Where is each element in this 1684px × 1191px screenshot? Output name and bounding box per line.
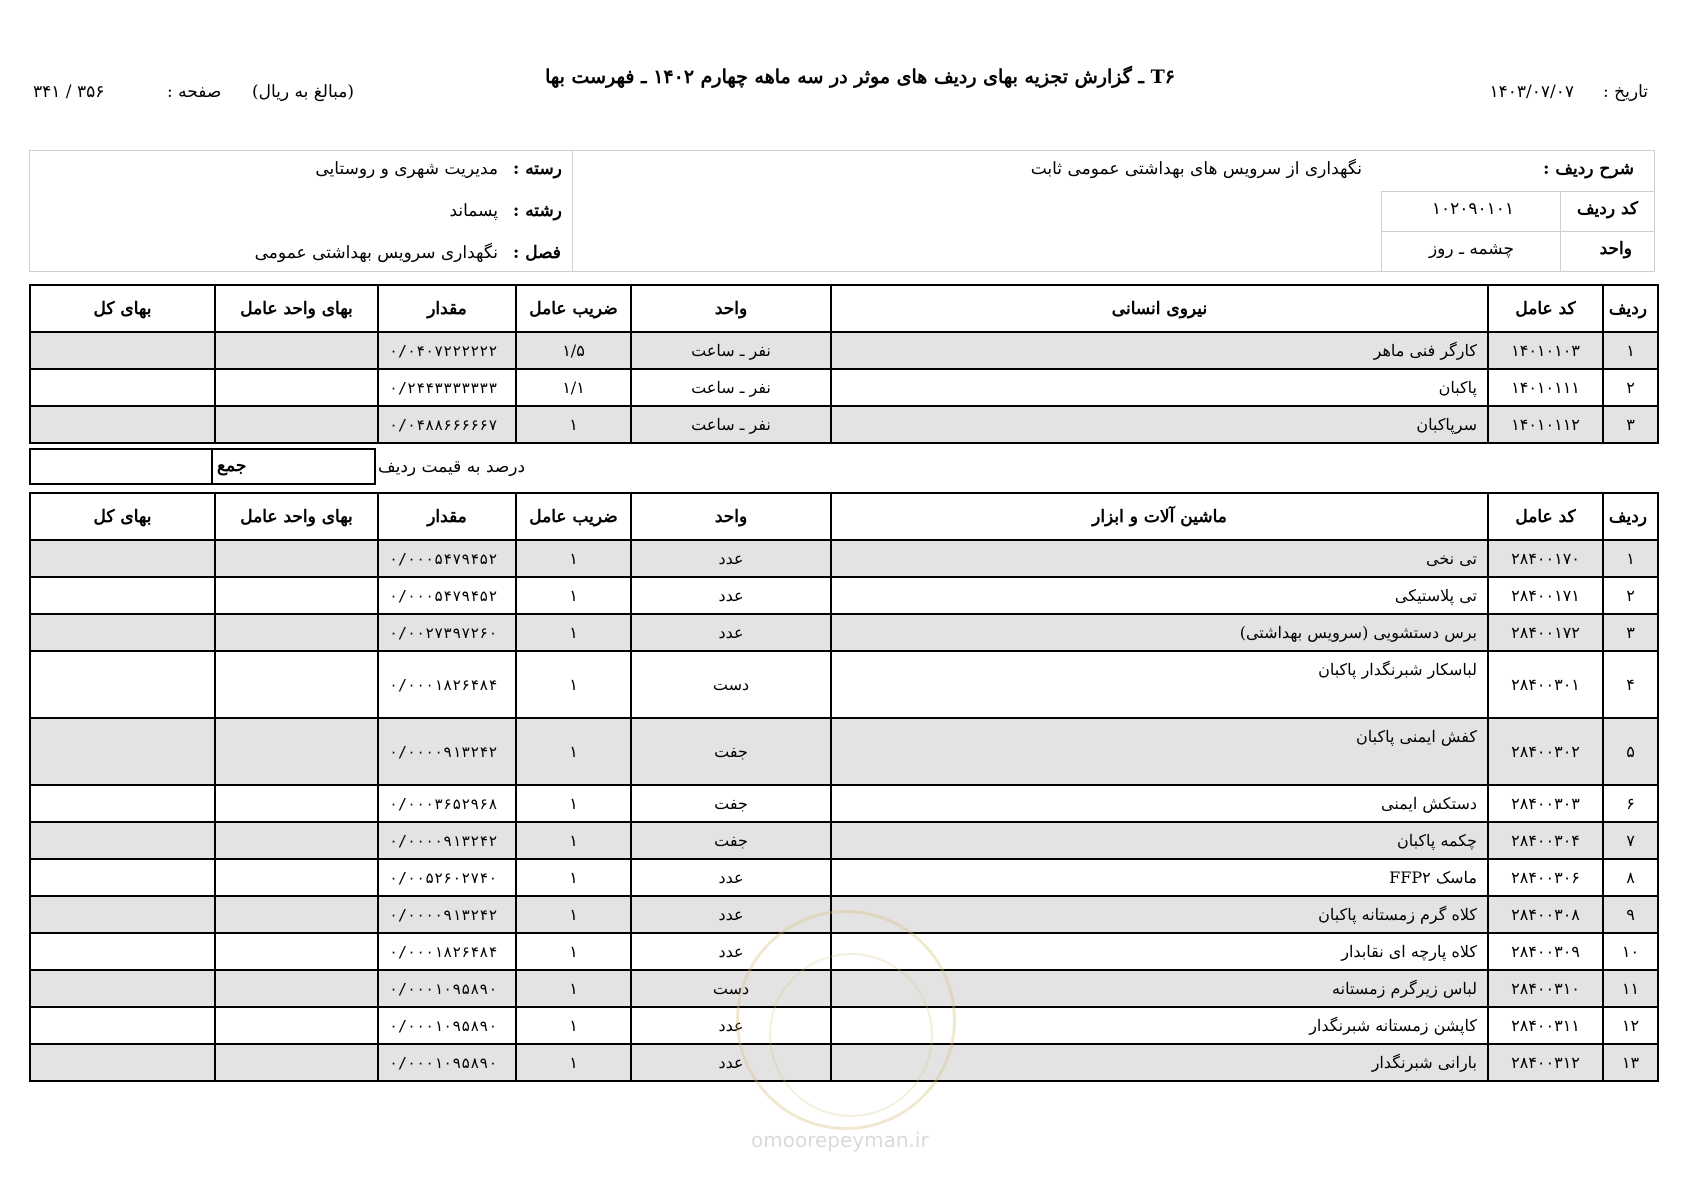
factor-code: ۲۸۴۰۰۱۷۰ bbox=[1488, 540, 1603, 577]
unit-price bbox=[215, 369, 378, 406]
total-price bbox=[30, 406, 215, 443]
factor-code: ۲۸۴۰۰۱۷۱ bbox=[1488, 577, 1603, 614]
unit-price bbox=[215, 859, 378, 896]
factor-quantity: ۰/۰۰۰۰۹۱۳۲۴۲ bbox=[378, 822, 516, 859]
page-title: T۶ ـ گزارش تجزیه بهای ردیف های موثر در سه ماهه چهارم ۱۴۰۲ ـ فهرست بها bbox=[545, 66, 1175, 88]
factor-coefficient: ۱/۱ bbox=[516, 369, 631, 406]
chapter-label: فصل : bbox=[513, 243, 561, 263]
row-number: ۳ bbox=[1603, 406, 1658, 443]
factor-description: دستکش ایمنی bbox=[831, 785, 1488, 822]
labor-rows bbox=[30, 332, 1658, 443]
factor-code: ۲۸۴۰۰۳۰۹ bbox=[1488, 933, 1603, 970]
row-info-box bbox=[29, 150, 1655, 272]
factor-quantity: ۰/۰۰۰۱۰۹۵۸۹۰ bbox=[378, 1007, 516, 1044]
date-value: ۱۴۰۳/۰۷/۰۷ bbox=[1489, 82, 1574, 102]
col-unit-price: بهای واحد عامل bbox=[215, 493, 378, 540]
factor-description: لباسکار شبرنگدار پاکبان bbox=[831, 651, 1488, 718]
factor-description: لباس زیرگرم زمستانه bbox=[831, 970, 1488, 1007]
factor-coefficient: ۱ bbox=[516, 1044, 631, 1081]
factor-quantity: ۰/۰۰۰۱۸۲۶۴۸۴ bbox=[378, 651, 516, 718]
factor-description: تی نخی bbox=[831, 540, 1488, 577]
row-number: ۸ bbox=[1603, 859, 1658, 896]
sum-label: جمع bbox=[217, 456, 247, 476]
factor-unit: عدد bbox=[631, 859, 831, 896]
factor-code: ۱۴۰۱۰۱۱۲ bbox=[1488, 406, 1603, 443]
total-price bbox=[30, 369, 215, 406]
labor-table bbox=[29, 284, 1659, 444]
unit-price bbox=[215, 970, 378, 1007]
factor-quantity: ۰/۰۰۰۰۹۱۳۲۴۲ bbox=[378, 718, 516, 785]
unit-label: واحد bbox=[1599, 239, 1632, 259]
chapter-value: نگهداری سرویس بهداشتی عمومی bbox=[254, 243, 498, 263]
table-row bbox=[30, 540, 1658, 577]
factor-quantity: ۰/۰۰۰۵۴۷۹۴۵۲ bbox=[378, 540, 516, 577]
total-price bbox=[30, 614, 215, 651]
row-number: ۶ bbox=[1603, 785, 1658, 822]
machines-header-row bbox=[30, 493, 1658, 540]
col-total-price: بهای کل bbox=[30, 285, 215, 332]
col-total-price: بهای کل bbox=[30, 493, 215, 540]
total-price bbox=[30, 332, 215, 369]
col-coefficient: ضریب عامل bbox=[516, 285, 631, 332]
col-quantity: مقدار bbox=[378, 493, 516, 540]
factor-quantity: ۰/۰۰۰۱۰۹۵۸۹۰ bbox=[378, 1044, 516, 1081]
unit-price bbox=[215, 651, 378, 718]
row-number: ۲ bbox=[1603, 577, 1658, 614]
factor-quantity: ۰/۰۴۸۸۶۶۶۶۶۷ bbox=[378, 406, 516, 443]
row-number: ۱ bbox=[1603, 332, 1658, 369]
sum-box bbox=[29, 448, 376, 485]
factor-coefficient: ۱ bbox=[516, 1007, 631, 1044]
row-number: ۱۱ bbox=[1603, 970, 1658, 1007]
col-row-no: ردیف bbox=[1603, 493, 1658, 540]
total-price bbox=[30, 896, 215, 933]
table-row bbox=[30, 822, 1658, 859]
factor-quantity: ۰/۰۰۰۱۸۲۶۴۸۴ bbox=[378, 933, 516, 970]
factor-quantity: ۰/۰۰۰۱۰۹۵۸۹۰ bbox=[378, 970, 516, 1007]
row-number: ۲ bbox=[1603, 369, 1658, 406]
table-row bbox=[30, 406, 1658, 443]
factor-code: ۱۴۰۱۰۱۱۱ bbox=[1488, 369, 1603, 406]
unit-price bbox=[215, 822, 378, 859]
table-row bbox=[30, 332, 1658, 369]
table-row bbox=[30, 785, 1658, 822]
factor-unit: عدد bbox=[631, 1044, 831, 1081]
factor-unit: نفر ـ ساعت bbox=[631, 369, 831, 406]
factor-unit: عدد bbox=[631, 896, 831, 933]
factor-coefficient: ۱ bbox=[516, 933, 631, 970]
total-price bbox=[30, 822, 215, 859]
col-unit: واحد bbox=[631, 493, 831, 540]
total-price bbox=[30, 933, 215, 970]
unit-price bbox=[215, 896, 378, 933]
page-label: صفحه : bbox=[167, 82, 222, 102]
factor-unit: جفت bbox=[631, 822, 831, 859]
unit-price bbox=[215, 1007, 378, 1044]
factor-coefficient: ۱ bbox=[516, 577, 631, 614]
factor-coefficient: ۱ bbox=[516, 970, 631, 1007]
factor-coefficient: ۱/۵ bbox=[516, 332, 631, 369]
table-row bbox=[30, 577, 1658, 614]
factor-code: ۱۴۰۱۰۱۰۳ bbox=[1488, 332, 1603, 369]
factor-description: پاکبان bbox=[831, 369, 1488, 406]
date-label: تاریخ : bbox=[1603, 82, 1648, 102]
factor-description: کارگر فنی ماهر bbox=[831, 332, 1488, 369]
row-number: ۱۳ bbox=[1603, 1044, 1658, 1081]
factor-description: تی پلاستیکی bbox=[831, 577, 1488, 614]
factor-unit: جفت bbox=[631, 785, 831, 822]
col-factor-code: کد عامل bbox=[1488, 493, 1603, 540]
row-number: ۵ bbox=[1603, 718, 1658, 785]
row-code-label: کد ردیف bbox=[1576, 199, 1638, 219]
page-number: ۳۵۶ / ۳۴۱ bbox=[33, 82, 105, 102]
factor-description: بارانی شبرنگدار bbox=[831, 1044, 1488, 1081]
col-labor: نیروی انسانی bbox=[831, 285, 1488, 332]
category-label: رسته : bbox=[513, 159, 562, 179]
factor-coefficient: ۱ bbox=[516, 822, 631, 859]
total-price bbox=[30, 577, 215, 614]
col-row-no: ردیف bbox=[1603, 285, 1658, 332]
row-code-value: ۱۰۲۰۹۰۱۰۱ bbox=[1431, 199, 1514, 219]
factor-description: برس دستشویی (سرویس بهداشتی) bbox=[831, 614, 1488, 651]
factor-code: ۲۸۴۰۰۳۰۲ bbox=[1488, 718, 1603, 785]
col-factor-code: کد عامل bbox=[1488, 285, 1603, 332]
unit-price bbox=[215, 933, 378, 970]
row-desc-value: نگهداری از سرویس های بهداشتی عمومی ثابت bbox=[1030, 159, 1362, 179]
table-row bbox=[30, 614, 1658, 651]
factor-unit: دست bbox=[631, 651, 831, 718]
factor-quantity: ۰/۲۴۴۳۳۳۳۳۳۳ bbox=[378, 369, 516, 406]
total-price bbox=[30, 1044, 215, 1081]
factor-coefficient: ۱ bbox=[516, 406, 631, 443]
row-desc-label: شرح ردیف : bbox=[1543, 159, 1634, 179]
factor-coefficient: ۱ bbox=[516, 859, 631, 896]
factor-quantity: ۰/۰۴۰۷۲۲۲۲۲۲ bbox=[378, 332, 516, 369]
total-price bbox=[30, 651, 215, 718]
factor-coefficient: ۱ bbox=[516, 718, 631, 785]
table-row bbox=[30, 369, 1658, 406]
factor-unit: عدد bbox=[631, 614, 831, 651]
unit-price bbox=[215, 785, 378, 822]
field-value: پسماند bbox=[449, 201, 498, 221]
total-price bbox=[30, 970, 215, 1007]
factor-unit: نفر ـ ساعت bbox=[631, 332, 831, 369]
labor-header-row bbox=[30, 285, 1658, 332]
factor-description: چکمه پاکبان bbox=[831, 822, 1488, 859]
factor-description: کاپشن زمستانه شبرنگدار bbox=[831, 1007, 1488, 1044]
percent-label: درصد به قیمت ردیف bbox=[378, 457, 526, 477]
factor-code: ۲۸۴۰۰۳۱۲ bbox=[1488, 1044, 1603, 1081]
factor-quantity: ۰/۰۰۵۲۶۰۲۷۴۰ bbox=[378, 859, 516, 896]
col-unit-price: بهای واحد عامل bbox=[215, 285, 378, 332]
factor-code: ۲۸۴۰۰۳۰۳ bbox=[1488, 785, 1603, 822]
col-unit: واحد bbox=[631, 285, 831, 332]
factor-code: ۲۸۴۰۰۳۱۱ bbox=[1488, 1007, 1603, 1044]
total-price bbox=[30, 785, 215, 822]
col-coefficient: ضریب عامل bbox=[516, 493, 631, 540]
factor-coefficient: ۱ bbox=[516, 785, 631, 822]
table-row bbox=[30, 859, 1658, 896]
factor-unit: عدد bbox=[631, 933, 831, 970]
factor-code: ۲۸۴۰۰۳۰۱ bbox=[1488, 651, 1603, 718]
factor-unit: جفت bbox=[631, 718, 831, 785]
currency-note: (مبالغ به ریال) bbox=[252, 82, 355, 102]
factor-coefficient: ۱ bbox=[516, 651, 631, 718]
row-number: ۷ bbox=[1603, 822, 1658, 859]
row-number: ۱ bbox=[1603, 540, 1658, 577]
table-row bbox=[30, 718, 1658, 785]
col-machines: ماشین آلات و ابزار bbox=[831, 493, 1488, 540]
field-label: رشته : bbox=[513, 201, 562, 221]
unit-price bbox=[215, 577, 378, 614]
unit-price bbox=[215, 718, 378, 785]
row-number: ۳ bbox=[1603, 614, 1658, 651]
row-number: ۹ bbox=[1603, 896, 1658, 933]
factor-unit: عدد bbox=[631, 540, 831, 577]
factor-description: ماسک FFP۲ bbox=[831, 859, 1488, 896]
total-price bbox=[30, 718, 215, 785]
factor-coefficient: ۱ bbox=[516, 614, 631, 651]
unit-price bbox=[215, 540, 378, 577]
factor-quantity: ۰/۰۰۰۰۹۱۳۲۴۲ bbox=[378, 896, 516, 933]
table-row bbox=[30, 651, 1658, 718]
unit-price bbox=[215, 614, 378, 651]
factor-quantity: ۰/۰۰۰۳۶۵۲۹۶۸ bbox=[378, 785, 516, 822]
watermark-text: omoorepeyman.ir bbox=[751, 1128, 929, 1152]
factor-code: ۲۸۴۰۰۳۰۴ bbox=[1488, 822, 1603, 859]
unit-price bbox=[215, 1044, 378, 1081]
col-quantity: مقدار bbox=[378, 285, 516, 332]
total-price bbox=[30, 540, 215, 577]
factor-unit: عدد bbox=[631, 1007, 831, 1044]
unit-price bbox=[215, 332, 378, 369]
factor-description: کلاه پارچه ای نقابدار bbox=[831, 933, 1488, 970]
unit-price bbox=[215, 406, 378, 443]
watermark-seal bbox=[736, 910, 956, 1130]
row-number: ۴ bbox=[1603, 651, 1658, 718]
total-price bbox=[30, 859, 215, 896]
row-number: ۱۲ bbox=[1603, 1007, 1658, 1044]
factor-description: کلاه گرم زمستانه پاکبان bbox=[831, 896, 1488, 933]
factor-unit: دست bbox=[631, 970, 831, 1007]
unit-value: چشمه ـ روز bbox=[1428, 239, 1514, 259]
factor-code: ۲۸۴۰۰۳۰۸ bbox=[1488, 896, 1603, 933]
factor-description: کفش ایمنی پاکبان bbox=[831, 718, 1488, 785]
category-value: مدیریت شهری و روستایی bbox=[315, 159, 498, 179]
factor-quantity: ۰/۰۰۲۷۳۹۷۲۶۰ bbox=[378, 614, 516, 651]
row-number: ۱۰ bbox=[1603, 933, 1658, 970]
factor-coefficient: ۱ bbox=[516, 540, 631, 577]
factor-code: ۲۸۴۰۰۱۷۲ bbox=[1488, 614, 1603, 651]
factor-quantity: ۰/۰۰۰۵۴۷۹۴۵۲ bbox=[378, 577, 516, 614]
factor-unit: نفر ـ ساعت bbox=[631, 406, 831, 443]
factor-code: ۲۸۴۰۰۳۰۶ bbox=[1488, 859, 1603, 896]
factor-unit: عدد bbox=[631, 577, 831, 614]
total-price bbox=[30, 1007, 215, 1044]
factor-code: ۲۸۴۰۰۳۱۰ bbox=[1488, 970, 1603, 1007]
factor-description: سرپاکبان bbox=[831, 406, 1488, 443]
factor-coefficient: ۱ bbox=[516, 896, 631, 933]
